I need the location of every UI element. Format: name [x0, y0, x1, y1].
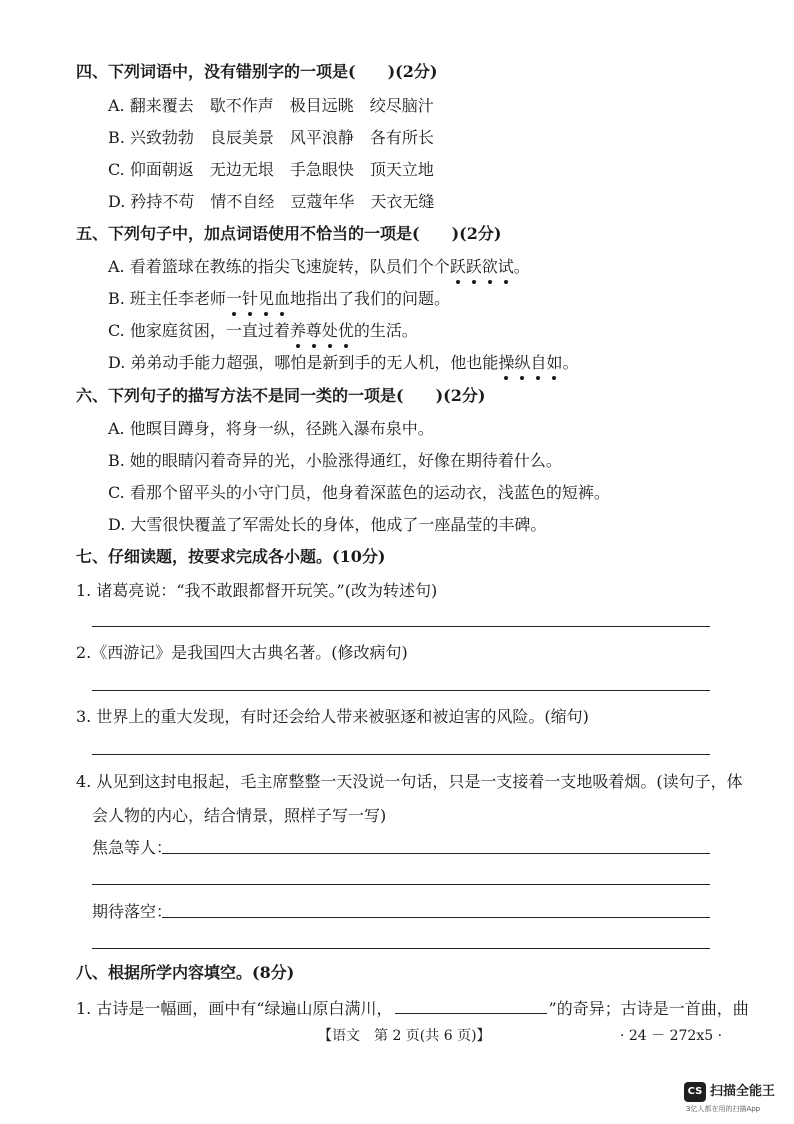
- q5-a-end: 。: [513, 257, 530, 276]
- dotted-char: 一: [225, 289, 242, 308]
- q5-d-end: 。: [562, 353, 579, 372]
- answer-line[interactable]: [162, 853, 710, 854]
- q6-option-b: B. 她的眼睛闪着奇异的光，小脸涨得通红，好像在期待着什么。: [108, 451, 562, 470]
- camscanner-logo: CS: [684, 1082, 706, 1102]
- dotted-char: 欲: [481, 257, 498, 276]
- q7-title: 七、仔细读题，按要求完成各小题。(10分): [76, 547, 386, 566]
- q7-label-1: 焦急等人：: [92, 838, 173, 857]
- q5-b-end: 地指出了我们的问题。: [290, 289, 451, 308]
- dotted-char: 养: [289, 321, 306, 340]
- watermark-tagline: 3亿人都在用的扫描App: [686, 1105, 761, 1113]
- q7-item-4: 4. 从见到这封电报起，毛主席整整一天没说一句话，只是一支接着一支地吸着烟。(读句子，体: [76, 772, 743, 791]
- q4-option-a: A. 翻来覆去 歇不作声 极目远眺 绞尽脑汁: [108, 96, 434, 115]
- answer-line[interactable]: [162, 917, 710, 918]
- q5-option-b: [108, 289, 450, 309]
- q7-item-4-cont: 会人物的内心，结合情景，照样子写一写): [92, 806, 387, 825]
- answer-line[interactable]: [92, 754, 710, 755]
- q5-option-c: [108, 321, 418, 341]
- answer-line[interactable]: [92, 690, 710, 691]
- q4-title: 四、下列词语中，没有错别字的一项是( )(2分): [76, 62, 438, 81]
- dotted-char: 针: [241, 289, 258, 308]
- dotted-char: 处: [321, 321, 338, 340]
- dotted-char: 纵: [514, 353, 531, 372]
- dotted-char: 见: [257, 289, 274, 308]
- paper-code: · 24 － 272x5 ·: [620, 1028, 723, 1044]
- dotted-char: 血: [273, 289, 290, 308]
- q4-option-b: B. 兴致勃勃 良辰美景 风平浪静 各有所长: [108, 128, 434, 147]
- answer-line[interactable]: [92, 626, 710, 627]
- q5-d-text: D. 弟弟动手能力超强，哪怕是新到手的无人机，他也能: [108, 353, 499, 372]
- q7-item-1: 1. 诸葛亮说：“我不敢跟都督开玩笑。”(改为转述句): [76, 581, 438, 600]
- dotted-char: 如: [546, 353, 563, 372]
- page-footer: 【语文 第 2 页(共 6 页)】: [318, 1028, 491, 1044]
- dotted-char: 优: [337, 321, 354, 340]
- q7-item-3: 3. 世界上的重大发现，有时还会给人带来被驱逐和被迫害的风险。(缩句): [76, 707, 589, 726]
- answer-line[interactable]: [92, 884, 710, 885]
- q5-title: 五、下列句子中，加点词语使用不恰当的一项是( )(2分): [76, 224, 502, 243]
- q5-c-end: 的生活。: [353, 321, 418, 340]
- dotted-char: 跃: [465, 257, 482, 276]
- q7-item-2: 2.《西游记》是我国四大古典名著。(修改病句): [76, 643, 408, 662]
- dotted-char: 尊: [305, 321, 322, 340]
- q6-option-c: C. 看那个留平头的小守门员，他身着深蓝色的运动衣，浅蓝色的短裤。: [108, 483, 610, 502]
- q5-c-text: C. 他家庭贫困，一直过着: [108, 321, 290, 340]
- q4-option-d: D. 矜持不苟 情不自经 豆蔻年华 天衣无缝: [108, 192, 435, 211]
- q6-option-d: D. 大雪很快覆盖了军需处长的身体，他成了一座晶莹的丰碑。: [108, 515, 547, 534]
- q5-option-d: [108, 353, 579, 373]
- q7-label-2: 期待落空：: [92, 902, 173, 921]
- dotted-char: 操: [498, 353, 515, 372]
- q6-title: 六、下列句子的描写方法不是同一类的一项是( )(2分): [76, 386, 486, 405]
- q5-b-text: B. 班主任李老师: [108, 289, 226, 308]
- dotted-char: 试: [497, 257, 514, 276]
- q8-item-1: [76, 996, 749, 1019]
- q4-option-c: C. 仰面朝返 无边无垠 手急眼快 顶天立地: [108, 160, 434, 179]
- q8-item-1-text: 1. 古诗是一幅画，画中有“绿遍山原白满川，: [76, 999, 393, 1018]
- q8-title: 八、根据所学内容填空。(8分): [76, 963, 295, 982]
- watermark-name: 扫描全能王: [710, 1084, 776, 1099]
- dotted-char: 自: [530, 353, 547, 372]
- answer-line[interactable]: [92, 948, 710, 949]
- dotted-char: 跃: [449, 257, 466, 276]
- q6-option-a: A. 他瞑目蹲身，将身一纵，径跳入瀑布泉中。: [108, 419, 434, 438]
- q8-item-1-cont: ”的奇异；古诗是一首曲，曲: [548, 999, 749, 1018]
- fill-blank[interactable]: [395, 996, 547, 1014]
- q5-option-a: [108, 257, 530, 277]
- q5-a-text: A. 看着篮球在教练的指尖飞速旋转，队员们个个: [108, 257, 450, 276]
